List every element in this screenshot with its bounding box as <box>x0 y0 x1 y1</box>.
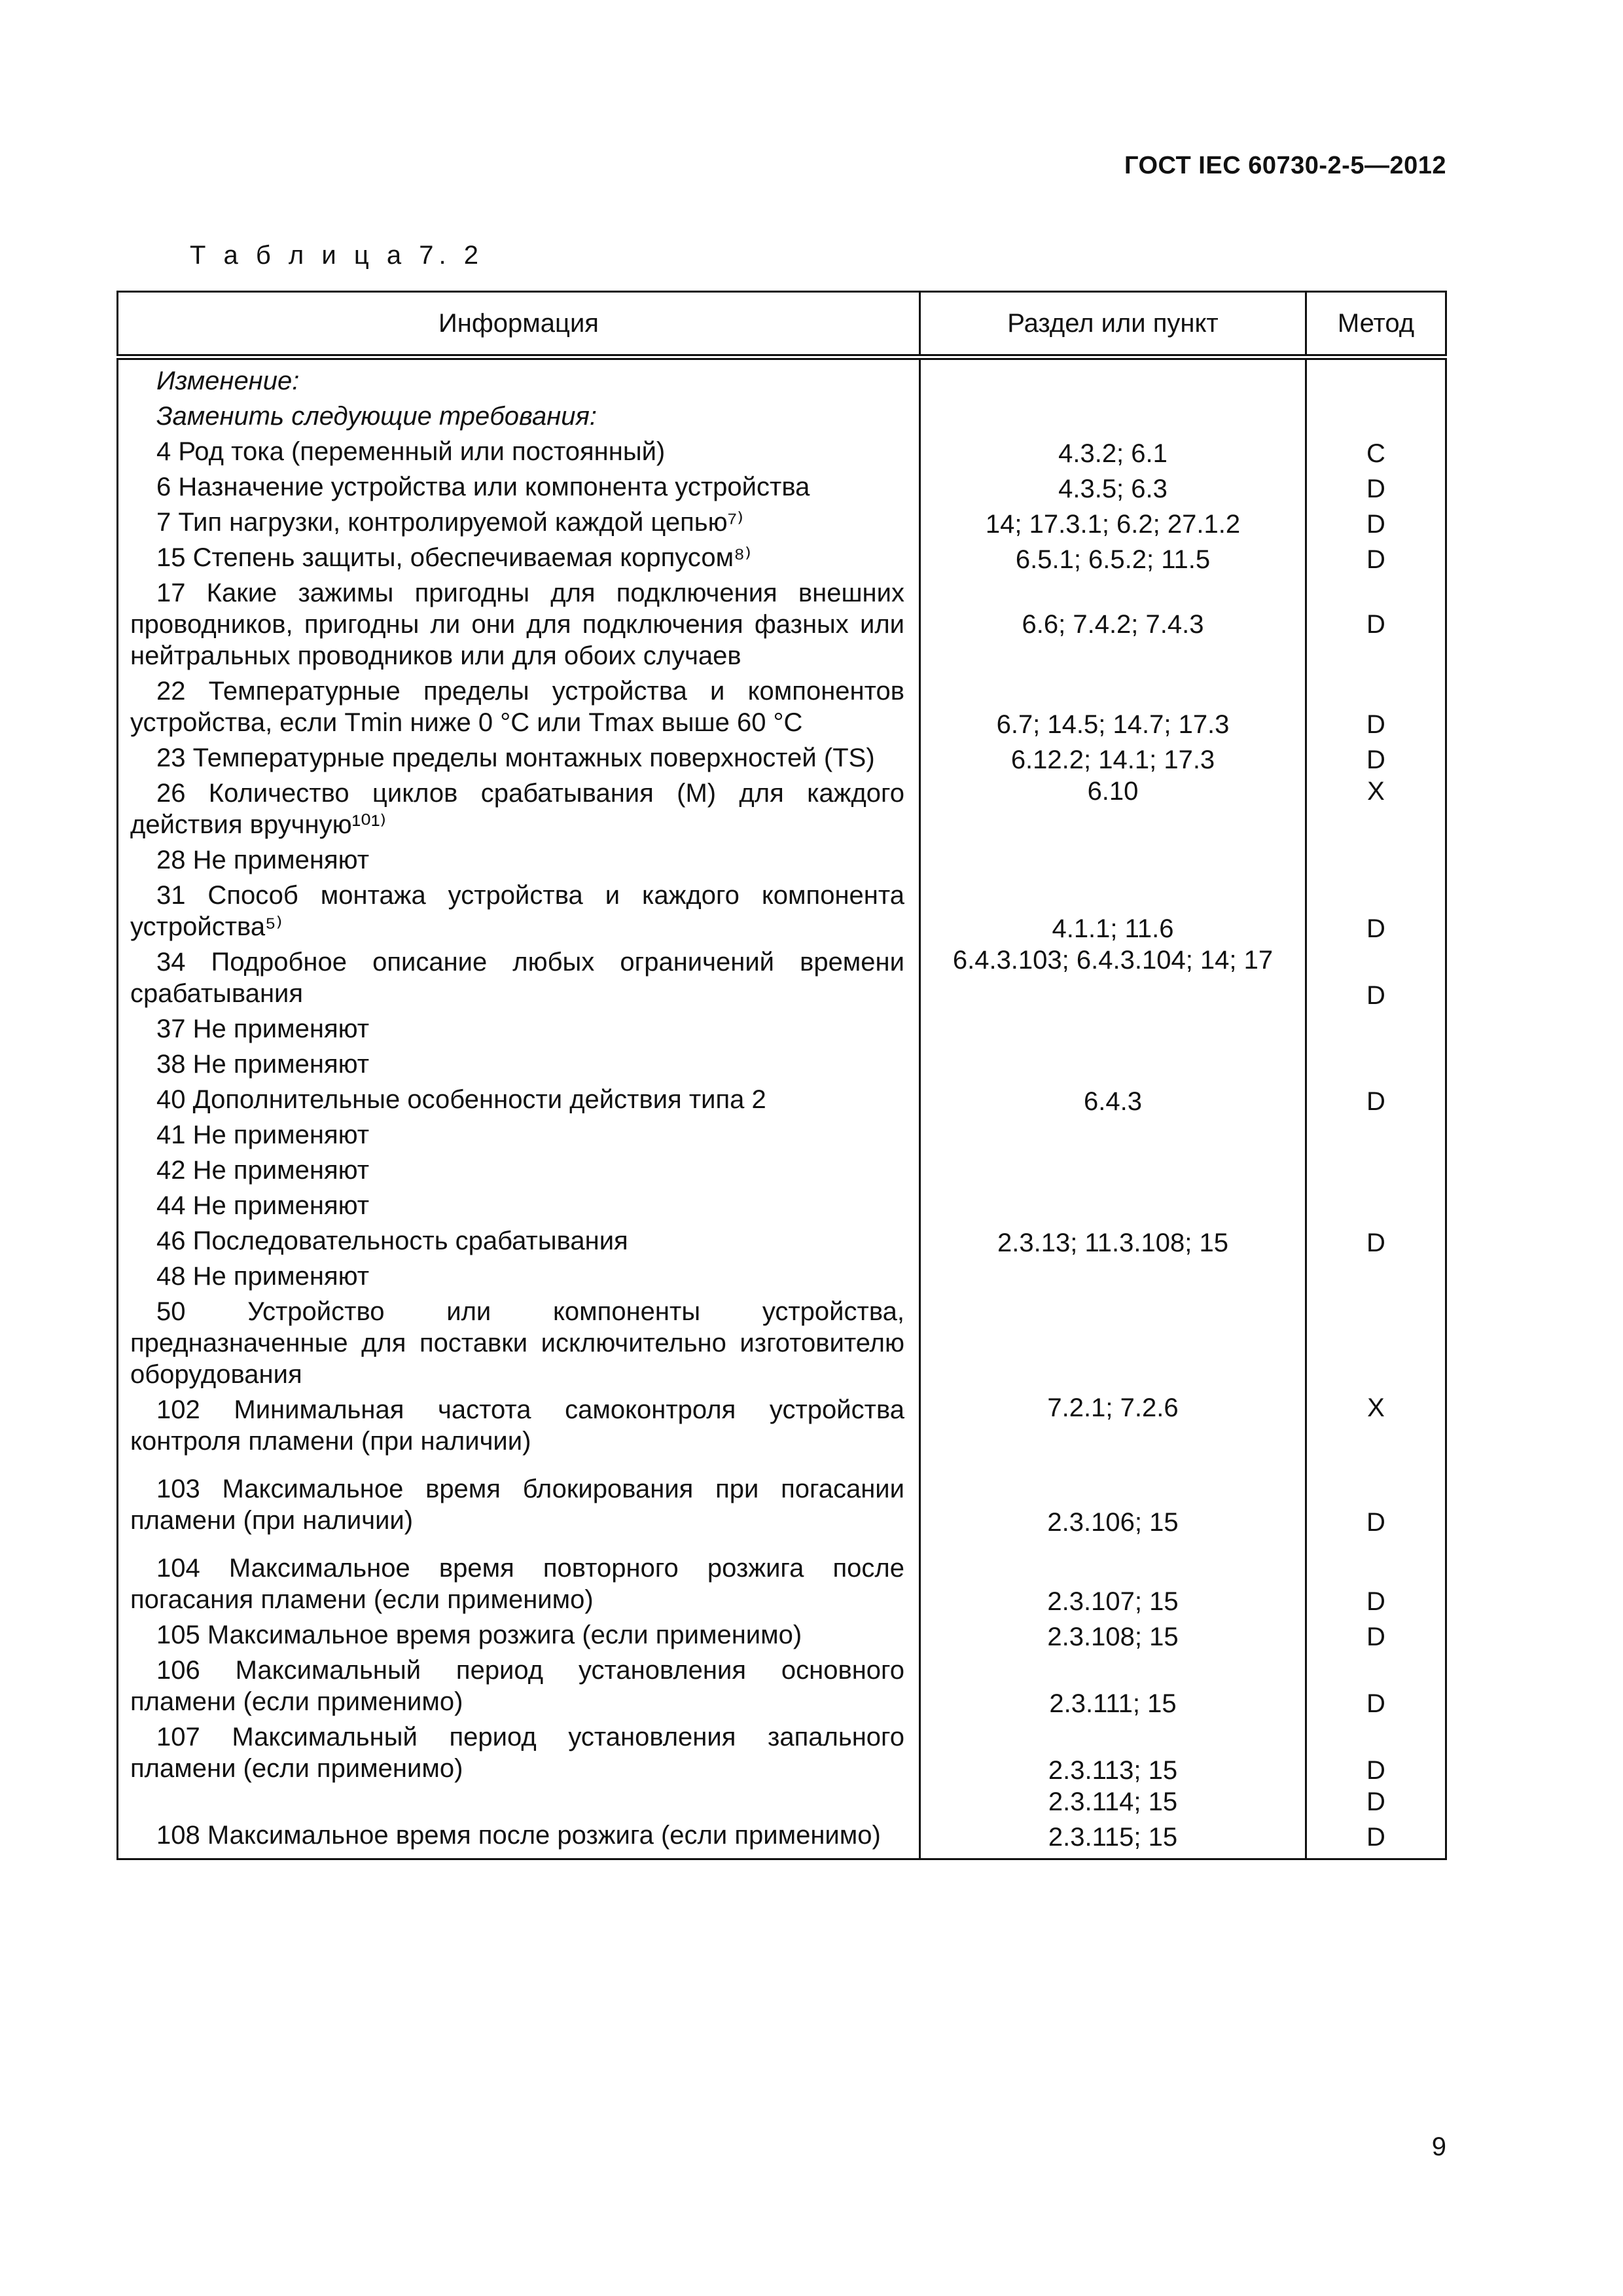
table-caption: Т а б л и ц а 7. 2 <box>190 241 484 270</box>
table-row <box>118 357 1446 399</box>
row-method <box>1306 842 1446 878</box>
row-section <box>920 399 1306 434</box>
table-body <box>118 357 1446 1859</box>
row-section: 4.1.1; 11.6 <box>920 878 1306 944</box>
table-row <box>118 1011 1446 1047</box>
table-row <box>118 842 1446 878</box>
row-section <box>920 357 1306 399</box>
table-row <box>118 1153 1446 1188</box>
table-row <box>118 673 1446 740</box>
row-info: Изменение: <box>156 367 300 395</box>
row-section: 2.3.13; 11.3.108; 15 <box>920 1223 1306 1259</box>
table-row <box>118 1818 1446 1853</box>
row-info: 37 Не применяют <box>156 1014 370 1043</box>
row-info: 23 Температурные пределы монтажных поверхностей (TS) <box>156 744 875 772</box>
table-row <box>118 399 1446 434</box>
row-method: D <box>1306 469 1446 505</box>
row-section: 6.4.3 <box>920 1082 1306 1117</box>
row-info: 42 Не применяют <box>156 1156 370 1185</box>
row-section <box>920 1153 1306 1188</box>
row-method <box>1306 1047 1446 1082</box>
row-section: 6.5.1; 6.5.2; 11.5 <box>920 540 1306 575</box>
row-method <box>1306 1259 1446 1294</box>
row-method: D <box>1306 1459 1446 1538</box>
table-row <box>118 944 1446 1011</box>
row-section: 2.3.115; 15 <box>920 1818 1306 1853</box>
row-section: 2.3.111; 15 <box>920 1653 1306 1719</box>
table-row <box>118 469 1446 505</box>
row-info: 40 Дополнительные особенности действия типа 2 <box>156 1085 766 1114</box>
row-section <box>920 1188 1306 1223</box>
table-row <box>118 1653 1446 1719</box>
row-method <box>1306 1117 1446 1153</box>
row-section <box>920 1259 1306 1294</box>
row-info: 6 Назначение устройства или компонента устройства <box>156 473 810 501</box>
row-section: 2.3.113; 15 <box>920 1719 1306 1786</box>
row-info: 108 Максимальное время после розжига (если применимо) <box>156 1821 881 1850</box>
table-row <box>118 1392 1446 1459</box>
table-row <box>118 1617 1446 1653</box>
row-info: 44 Не применяют <box>156 1191 370 1220</box>
row-info: Заменить следующие требования: <box>156 402 597 431</box>
row-method: D <box>1306 673 1446 740</box>
table-row <box>118 1188 1446 1223</box>
row-info: 104 Максимальное время повторного розжига после погасания пламени (если применимо) <box>130 1554 904 1614</box>
column-header-section: Раздел или пункт <box>920 292 1306 357</box>
row-section <box>920 1117 1306 1153</box>
row-method: D <box>1306 540 1446 575</box>
table-row <box>118 1459 1446 1538</box>
table-row <box>118 1259 1446 1294</box>
table-row <box>118 540 1446 575</box>
row-method: D <box>1306 1223 1446 1259</box>
row-method: D <box>1306 1818 1446 1853</box>
row-info: 31 Способ монтажа устройства и каждого компонента устройства⁵⁾ <box>130 881 904 941</box>
table-row <box>118 505 1446 540</box>
row-method <box>1306 1011 1446 1047</box>
table-row <box>118 1786 1446 1818</box>
table-row <box>118 1538 1446 1617</box>
table-row <box>118 1117 1446 1153</box>
table-row <box>118 1719 1446 1786</box>
row-method: D <box>1306 505 1446 540</box>
row-section: 6.7; 14.5; 14.7; 17.3 <box>920 673 1306 740</box>
table-row <box>118 1294 1446 1392</box>
row-section <box>920 1047 1306 1082</box>
column-header-info: Информация <box>118 292 920 357</box>
row-section: 4.3.2; 6.1 <box>920 434 1306 469</box>
row-method: D <box>1306 1786 1446 1818</box>
row-info: 105 Максимальное время розжига (если применимо) <box>156 1621 802 1649</box>
row-method: D <box>1306 944 1446 1011</box>
row-section: 6.4.3.103; 6.4.3.104; 14; 17 <box>920 944 1306 1011</box>
row-info: 34 Подробное описание любых ограничений времени срабатывания <box>130 948 904 1008</box>
table-row <box>118 776 1446 842</box>
row-method <box>1306 357 1446 399</box>
row-method: D <box>1306 1617 1446 1653</box>
row-section: 4.3.5; 6.3 <box>920 469 1306 505</box>
table-row <box>118 575 1446 673</box>
row-info: 4 Род тока (переменный или постоянный) <box>156 437 666 466</box>
row-section: 2.3.114; 15 <box>920 1786 1306 1818</box>
row-section <box>920 1294 1306 1392</box>
row-info: 46 Последовательность срабатывания <box>156 1227 628 1255</box>
row-section <box>920 1011 1306 1047</box>
row-section: 6.10 <box>920 776 1306 842</box>
row-section: 14; 17.3.1; 6.2; 27.1.2 <box>920 505 1306 540</box>
table-row <box>118 878 1446 944</box>
table-row <box>118 1047 1446 1082</box>
row-method <box>1306 1153 1446 1188</box>
row-section: 2.3.108; 15 <box>920 1617 1306 1653</box>
row-method: X <box>1306 1392 1446 1459</box>
row-method: D <box>1306 575 1446 673</box>
row-section: 2.3.107; 15 <box>920 1538 1306 1617</box>
row-method <box>1306 399 1446 434</box>
row-method: D <box>1306 1538 1446 1617</box>
row-method: D <box>1306 1653 1446 1719</box>
row-section: 6.12.2; 14.1; 17.3 <box>920 740 1306 776</box>
table-row <box>118 1853 1446 1859</box>
row-info: 107 Максимальный период установления запального пламени (если применимо) <box>130 1723 904 1783</box>
row-method: D <box>1306 740 1446 776</box>
row-method: D <box>1306 1719 1446 1786</box>
row-info: 22 Температурные пределы устройства и компонентов устройства, если Tmin ниже 0 °C или Tmax выше 60 °C <box>130 677 904 737</box>
row-method: D <box>1306 1082 1446 1117</box>
row-info: 38 Не применяют <box>156 1050 370 1079</box>
row-info: 28 Не применяют <box>156 846 370 874</box>
table-row <box>118 434 1446 469</box>
row-method: C <box>1306 434 1446 469</box>
row-info: 102 Минимальная частота самоконтроля устройства контроля пламени (при наличии) <box>130 1395 904 1456</box>
page-number: 9 <box>1431 2132 1446 2161</box>
row-info: 26 Количество циклов срабатывания (M) для каждого действия вручную¹⁰¹⁾ <box>130 779 904 839</box>
row-method <box>1306 1294 1446 1392</box>
row-info: 50 Устройство или компоненты устройства, предназначенные для поставки исключительно изготовителю оборудования <box>130 1297 904 1389</box>
row-section: 7.2.1; 7.2.6 <box>920 1392 1306 1459</box>
row-method: X <box>1306 776 1446 842</box>
row-info: 106 Максимальный период установления основного пламени (если применимо) <box>130 1656 904 1716</box>
row-info: 7 Тип нагрузки, контролируемой каждой цепью⁷⁾ <box>156 508 743 537</box>
row-info: 103 Максимальное время блокирования при погасании пламени (при наличии) <box>130 1475 904 1535</box>
table-row <box>118 1082 1446 1117</box>
row-method: D <box>1306 878 1446 944</box>
table-row <box>118 1223 1446 1259</box>
row-section: 6.6; 7.4.2; 7.4.3 <box>920 575 1306 673</box>
row-info: 15 Степень защиты, обеспечиваемая корпусом⁸⁾ <box>156 543 751 572</box>
row-info: 48 Не применяют <box>156 1262 370 1291</box>
row-info: 41 Не применяют <box>156 1121 370 1149</box>
document-code: ГОСТ IEC 60730-2-5—2012 <box>1124 152 1446 179</box>
row-info: 17 Какие зажимы пригодны для подключения внешних проводников, пригодны ли они для подключения фазных или нейтральных проводников или для обоих случаев <box>130 579 904 670</box>
row-method <box>1306 1188 1446 1223</box>
requirements-table <box>116 291 1447 1860</box>
row-section: 2.3.106; 15 <box>920 1459 1306 1538</box>
table-header-row <box>118 292 1446 357</box>
row-section <box>920 842 1306 878</box>
column-header-method: Метод <box>1306 292 1446 357</box>
table-row <box>118 740 1446 776</box>
